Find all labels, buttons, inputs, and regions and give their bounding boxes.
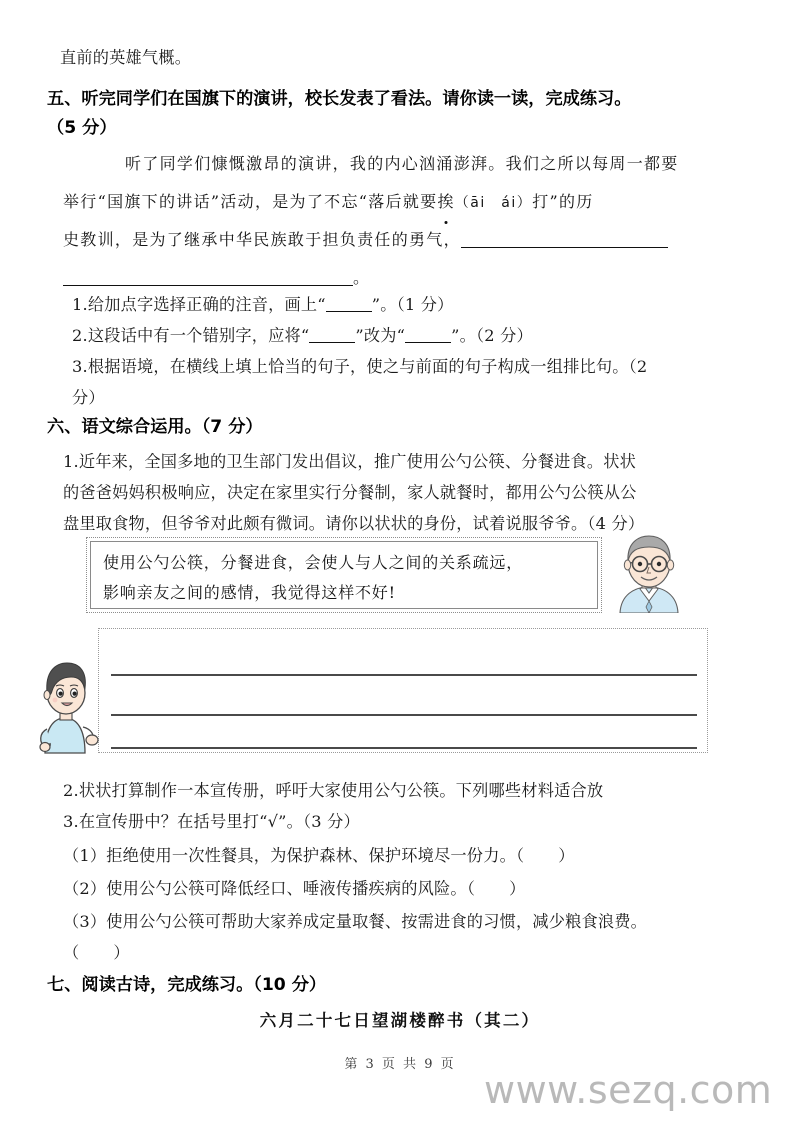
section-five-question-3-line1: 3.根据语境，在横线上填上恰当的句子，使之与前面的句子构成一组排比句。（2 [72,357,648,376]
option-3-paren-close: ） [113,943,130,962]
grandpa-quote-inner [90,541,598,609]
section-six-q1-line2: 的爸爸妈妈积极响应，决定在家里实行分餐制，家人就餐时，都用公勺公筷从公 [63,483,637,502]
q2-text-b: ”改为“ [355,326,406,345]
section-five-passage-line1: 听了同学们慷慨激昂的演讲，我的内心汹涌澎湃。我们之所以每周一都要 [125,154,679,173]
section-five-question-3-line2: 分） [72,388,105,407]
boy-avatar [35,655,99,755]
section-six-q1-line1: 1.近年来，全国多地的卫生部门发出倡议，推广使用公勺公筷、分餐进食。状状 [63,452,637,471]
site-watermark: www.sezq.com [484,1068,773,1112]
section-six-q2-line2: 3.在宣传册中？在括号里打“√”。（3 分） [63,812,360,831]
q1-number: 1. [72,295,88,314]
option-2-text: 使用公勺公筷可降低经口、唾液传播疾病的风险。（ [106,879,476,898]
option-item-1 [63,840,575,871]
passage-line3-part-a: 史教训，是为了继承中华民族敢于担负责任的勇气， [63,230,461,249]
option-item-3-continuation [63,937,130,968]
option-1-close: ） [558,846,575,865]
option-3-text: 使用公勺公筷可帮助大家养成定量取餐、按需进食的习惯，减少粮食浪费。 [106,912,648,931]
section-six-q1-line3: 盘里取食物，但爷爷对此颇有微词。请你以状状的身份，试着说服爷爷。（4 分） [63,514,645,533]
section-seven-heading: 七、阅读古诗，完成练习。（10 分） [47,975,327,995]
section-six-heading: 六、语文综合运用。（7 分） [47,417,263,437]
section-five-heading-line2: （5 分） [47,118,117,138]
option-2-close: ） [509,879,526,898]
q2-blank-to[interactable] [405,342,451,343]
grandpa-quote-box [86,537,602,613]
passage-blank-2[interactable] [63,285,353,286]
option-3-label: （3） [63,912,107,931]
q2-blank-from[interactable] [309,342,355,343]
emphasis-dot-char: 挨 [437,183,454,221]
grandpa-avatar-svg [612,533,686,613]
option-1-text: 拒绝使用一次性餐具，为保护森林、保护环境尽一份力。（ [106,846,525,865]
section-six-q2-line1: 2.状状打算制作一本宣传册，呼吁大家使用公勺公筷。下列哪些材料适合放 [63,781,604,800]
q2-text-a: 这段话中有一个错别字，应将“ [87,326,310,345]
student-answer-box[interactable] [98,628,708,753]
q2-number: 2. [72,326,88,345]
section-five-question-2 [72,320,533,351]
option-2-label: （2） [63,879,107,898]
passage-line4-period: 。 [353,268,371,287]
pinyin-choices: （āi ái） [454,195,533,211]
q2-text-c: ”。（2 分） [451,326,533,345]
passage-line2-part-b: 打”的历 [532,192,594,211]
carryover-text: 直前的英雄气概。 [60,48,192,67]
q1-blank[interactable] [326,311,372,312]
answer-line-3 [111,747,697,749]
boy-avatar-svg [35,655,99,755]
q1-text-b: ”。（1 分） [371,295,454,314]
grandpa-quote-line2: 影响亲友之间的感情，我觉得这样不好! [103,583,396,602]
grandpa-quote-line1: 使用公勺公筷，分餐进食，会使人与人之间的关系疏远， [103,553,524,572]
section-five-heading-line1: 五、听完同学们在国旗下的演讲，校长发表了看法。请你读一读，完成练习。 [47,89,632,109]
answer-line-2 [111,714,697,716]
page-number-footer: 第 3 页 共 9 页 [344,1057,456,1072]
passage-blank-1[interactable] [461,247,668,248]
option-1-label: （1） [63,846,107,865]
section-five-passage-line2 [63,183,594,222]
option-item-2 [63,873,525,904]
poem-title: 六月二十七日望湖楼醉书（其二） [259,1011,541,1030]
q1-text-a: 给加点字选择正确的注音，画上“ [87,295,326,314]
section-five-passage-line3 [63,221,668,259]
grandpa-avatar [612,533,686,613]
option-3-paren-open: （ [63,943,80,962]
answer-line-1 [111,674,697,676]
passage-line2-part-a: 举行“国旗下的讲话”活动，是为了不忘“落后就要 [63,192,438,211]
section-five-question-1 [72,289,454,320]
option-item-3 [63,906,647,937]
